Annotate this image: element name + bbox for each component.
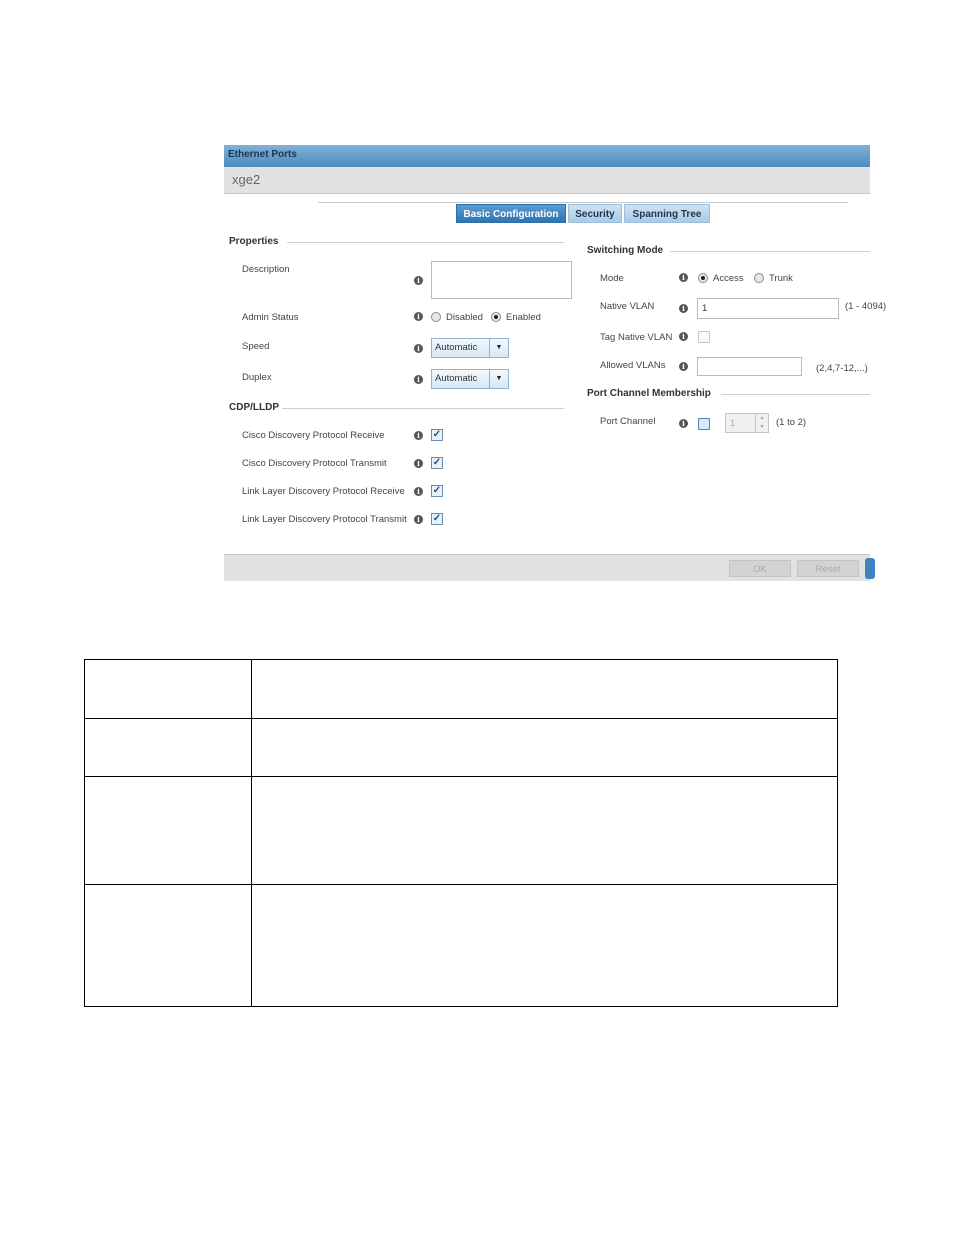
table-cell [252,777,838,885]
table-cell [85,885,252,1007]
allowed-vlans-label: Allowed VLANs [600,360,666,371]
mode-trunk-label: Trunk [769,273,793,284]
tag-native-vlan-label: Tag Native VLAN [600,332,673,343]
port-channel-range: (1 to 2) [776,417,807,428]
checkmark-icon: ✓ [432,429,442,440]
tab-security[interactable]: Security [568,204,622,223]
allowed-vlans-input[interactable] [697,357,802,376]
cdp-lldp-heading: CDP/LLDP [229,402,279,413]
switching-mode-rule [670,251,870,252]
info-icon[interactable]: i [679,332,688,341]
info-icon[interactable]: i [679,362,688,371]
cdp-receive-checkbox[interactable] [431,429,443,441]
admin-disabled-label: Disabled [446,312,483,323]
checkmark-icon: ✓ [432,513,442,524]
reset-button[interactable]: Reset [797,560,859,577]
info-icon[interactable]: i [414,487,423,496]
lldp-transmit-label: Link Layer Discovery Protocol Transmit [242,514,407,525]
dialog-footer [224,554,870,581]
port-channel-checkbox[interactable] [698,418,710,430]
cdp-transmit-checkbox[interactable] [431,457,443,469]
info-icon[interactable]: i [414,375,423,384]
table-cell [85,777,252,885]
native-vlan-range: (1 - 4094) [845,301,887,312]
native-vlan-input[interactable]: 1 [697,298,839,319]
info-icon[interactable]: i [679,273,688,282]
port-channel-label: Port Channel [600,416,656,427]
info-icon[interactable]: i [414,344,423,353]
table-cell [85,719,252,777]
mode-access-label: Access [713,273,744,284]
description-table [84,659,838,1007]
native-vlan-label: Native VLAN [600,301,655,312]
mode-access-radio[interactable] [698,273,708,283]
duplex-select[interactable] [431,369,509,389]
table-cell [252,885,838,1007]
info-icon[interactable]: i [679,304,688,313]
port-name: xge2 [224,167,870,194]
port-channel-value: 1 [730,418,736,428]
lldp-receive-label: Link Layer Discovery Protocol Receive [242,486,405,497]
duplex-value: Automatic [435,373,478,384]
speed-label: Speed [242,341,270,352]
admin-disabled-radio[interactable] [431,312,441,322]
properties-heading: Properties [229,236,279,247]
duplex-label: Duplex [242,372,272,383]
info-icon[interactable]: i [414,276,423,285]
speed-select[interactable] [431,338,509,358]
port-channel-heading: Port Channel Membership [587,388,711,399]
chevron-down-icon: ▼ [489,339,508,357]
admin-enabled-radio[interactable] [491,312,501,322]
port-channel-rule [721,394,870,395]
chevron-down-icon: ▼ [489,370,508,388]
table-cell [85,660,252,719]
dialog-title: Ethernet Ports [224,145,870,167]
info-icon[interactable]: i [414,459,423,468]
description-input[interactable] [431,261,572,299]
mode-trunk-radio[interactable] [754,273,764,283]
ethernet-ports-dialog [224,145,887,580]
exit-button[interactable] [865,558,875,579]
cdp-transmit-label: Cisco Discovery Protocol Transmit [242,458,387,469]
ok-button[interactable]: OK [729,560,791,577]
info-icon[interactable]: i [414,515,423,524]
mode-label: Mode [600,273,624,284]
info-icon[interactable]: i [414,312,423,321]
checkmark-icon: ✓ [432,457,442,468]
cdp-lldp-rule [282,408,564,409]
allowed-vlans-hint: (2,4,7-12,...) [816,363,868,374]
admin-enabled-label: Enabled [506,312,541,323]
stepper-arrows-icon[interactable]: ▲ ▼ [755,414,768,432]
tab-divider [318,202,848,203]
info-icon[interactable]: i [679,419,688,428]
switching-mode-heading: Switching Mode [587,245,664,256]
tab-basic-configuration[interactable]: Basic Configuration [456,204,566,223]
lldp-receive-checkbox[interactable] [431,485,443,497]
tag-native-vlan-checkbox[interactable] [698,331,710,343]
checkmark-icon: ✓ [432,485,442,496]
speed-value: Automatic [435,342,478,353]
properties-rule [287,242,564,243]
admin-status-label: Admin Status [242,312,299,323]
description-label: Description [242,264,290,275]
tab-spanning-tree[interactable]: Spanning Tree [624,204,710,223]
info-icon[interactable]: i [414,431,423,440]
lldp-transmit-checkbox[interactable] [431,513,443,525]
table-cell [252,660,838,719]
table-cell [252,719,838,777]
port-channel-stepper[interactable] [725,413,769,433]
cdp-receive-label: Cisco Discovery Protocol Receive [242,430,385,441]
